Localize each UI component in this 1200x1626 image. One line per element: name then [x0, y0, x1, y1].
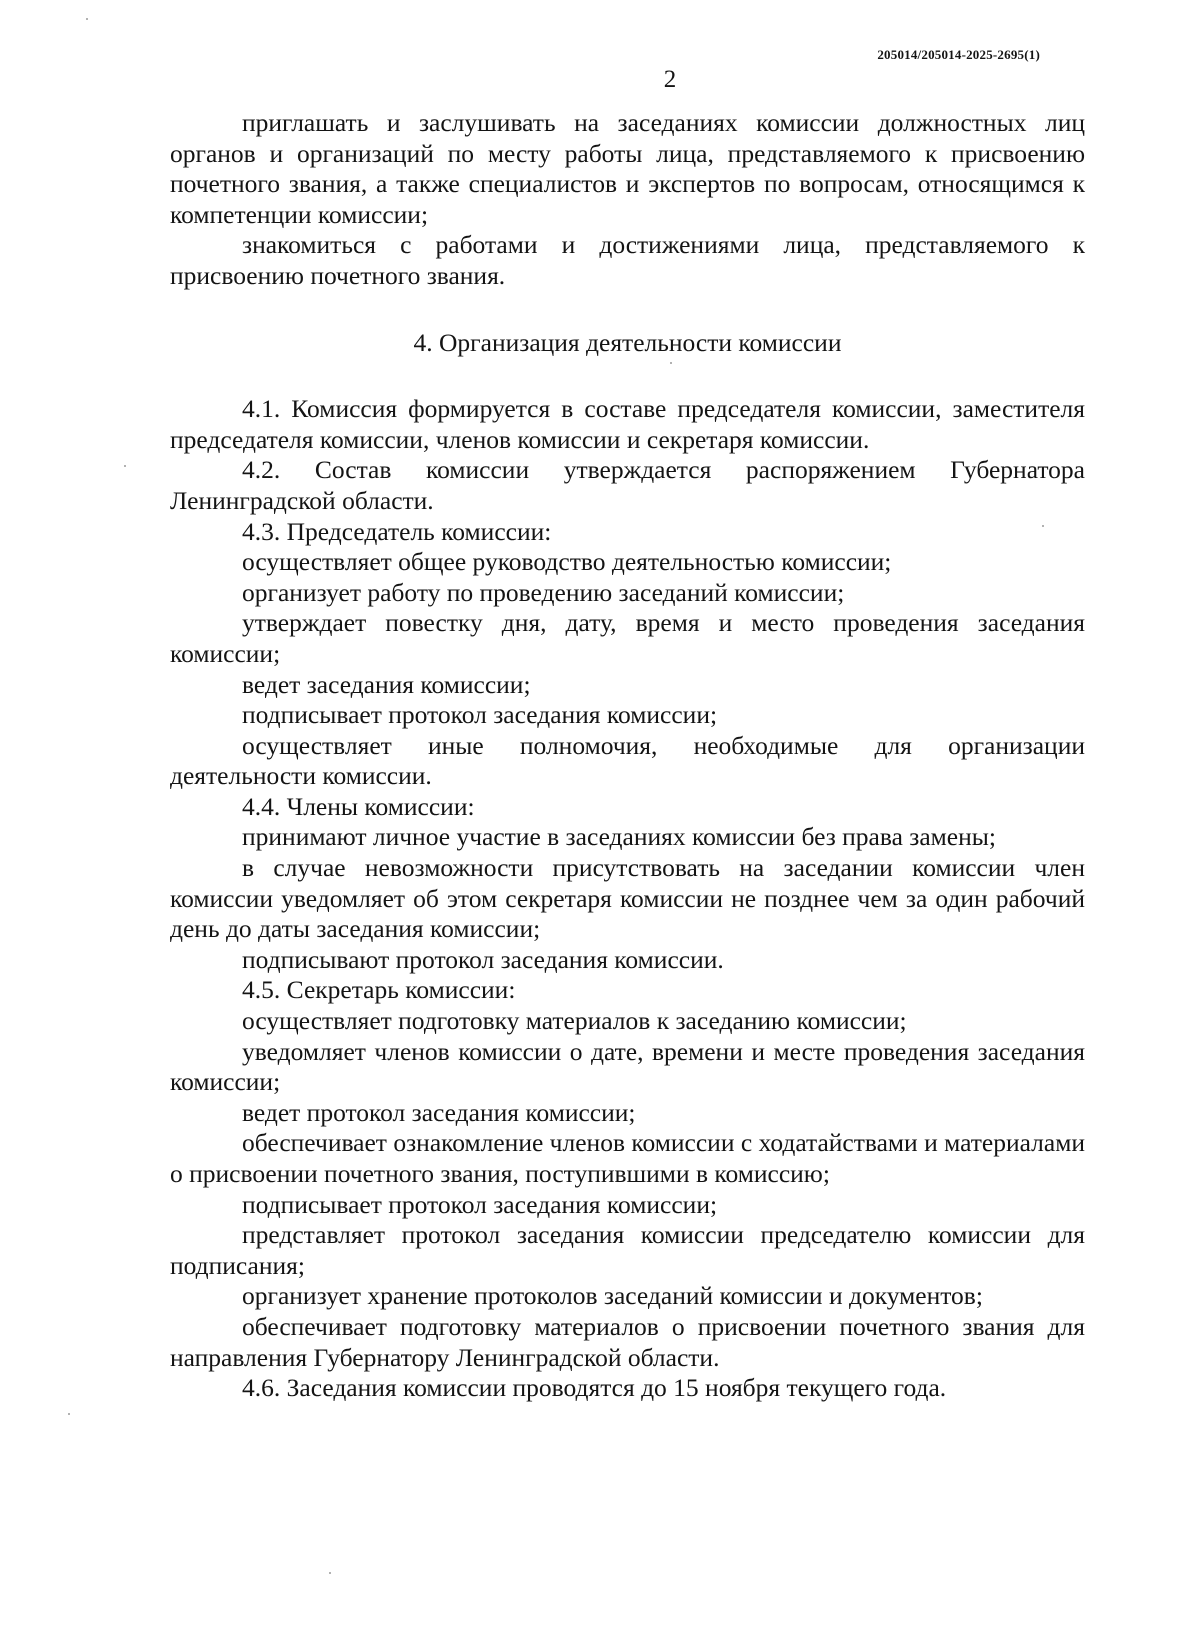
paragraph: организует хранение протоколов заседаний комиссии и документов;: [242, 1281, 983, 1311]
scan-speck: [124, 465, 126, 467]
paragraph: подписывают протокол заседания комиссии.: [242, 944, 724, 974]
paragraph: 4.4. Члены комиссии:: [242, 791, 475, 821]
paragraph: ведет протокол заседания комиссии;: [242, 1097, 636, 1127]
paragraph: обеспечивает ознакомление членов комиссии с ходатайствами и материалами о присвоении почетного звания, поступившими в комиссию;: [170, 1128, 1085, 1188]
paragraph: осуществляет подготовку материалов к заседанию комиссии;: [242, 1006, 907, 1036]
paragraph: приглашать и заслушивать на заседаниях комиссии должностных лиц органов и организаций по месту работы лица, представляемого к присвоению почетного звания, а также специалистов и экспертов по вопросам, относящимся к компетенции комиссии;: [170, 108, 1085, 229]
paragraph: подписывает протокол заседания комиссии;: [242, 700, 718, 730]
scan-speck: [86, 18, 88, 20]
paragraph: 4.5. Секретарь комиссии:: [242, 975, 516, 1005]
scan-speck: [670, 362, 672, 364]
scan-speck: [1042, 525, 1044, 527]
paragraph: 4.3. Председатель комиссии:: [242, 516, 552, 546]
scan-speck: [329, 1572, 331, 1574]
paragraph: 4.1. Комиссия формируется в составе председателя комиссии, заместителя председателя комиссии, членов комиссии и секретаря комиссии.: [170, 394, 1085, 454]
scan-speck: [68, 1413, 70, 1415]
paragraph: знакомиться с работами и достижениями лица, представляемого к присвоению почетного звания.: [170, 230, 1085, 290]
paragraph: 4.6. Заседания комиссии проводятся до 15 ноября текущего года.: [242, 1373, 947, 1403]
paragraph: осуществляет общее руководство деятельностью комиссии;: [242, 547, 892, 577]
paragraph: представляет протокол заседания комиссии председателю комиссии для подписания;: [170, 1220, 1085, 1280]
paragraph: принимают личное участие в заседаниях комиссии без права замены;: [242, 822, 996, 852]
document-id: 205014/205014-2025-2695(1): [877, 47, 1040, 62]
paragraph: утверждает повестку дня, дату, время и место проведения заседания комиссии;: [170, 608, 1085, 668]
paragraph: ведет заседания комиссии;: [242, 669, 531, 699]
paragraph: организует работу по проведению заседаний комиссии;: [242, 577, 845, 607]
document-body: [170, 108, 1085, 1404]
paragraph: в случае невозможности присутствовать на заседании комиссии член комиссии уведомляет об этом секретаря комиссии не позднее чем за один рабочий день до даты заседания комиссии;: [170, 853, 1085, 944]
paragraph: 4.2. Состав комиссии утверждается распоряжением Губернатора Ленинградской области.: [170, 455, 1085, 515]
page-number: 2: [663, 66, 677, 93]
paragraph: осуществляет иные полномочия, необходимые для организации деятельности комиссии.: [170, 730, 1085, 791]
paragraph: подписывает протокол заседания комиссии;: [242, 1189, 718, 1219]
section-heading: 4. Организация деятельности комиссии: [413, 327, 842, 357]
paragraph: уведомляет членов комиссии о дате, времени и месте проведения заседания комиссии;: [170, 1036, 1085, 1097]
paragraph: обеспечивает подготовку материалов о присвоении почетного звания для направления Губернатору Ленинградской области.: [170, 1311, 1085, 1372]
